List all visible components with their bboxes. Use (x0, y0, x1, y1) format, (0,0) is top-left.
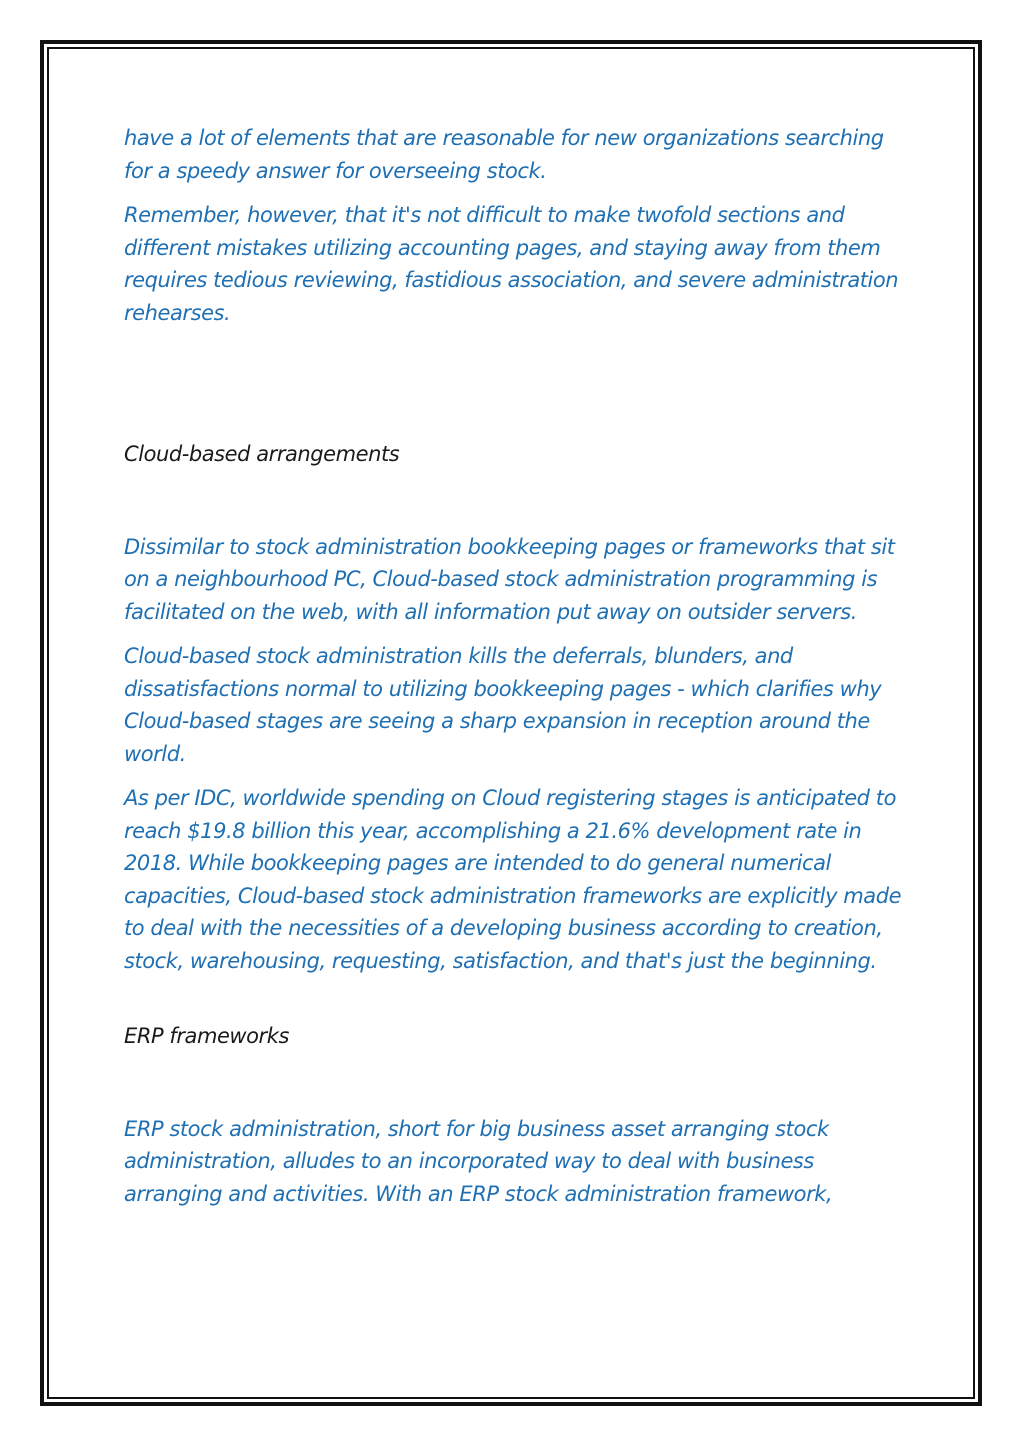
section-heading: ERP frameworks (124, 1024, 289, 1048)
paragraph: As per IDC, worldwide spending on Cloud registering stages is anticipated to reach $19.8 billion this year, accomplishing a 21.6% development rate in 2018. While bookkeeping pages are intended to do general numerical capacities, Cloud-based stock administration frameworks are explicitly made to deal with the necessities of a developing business according to creation, stock, warehousing, requesting, satisfaction, and that's just the beginning. (124, 786, 902, 973)
section-heading: Cloud-based arrangements (124, 442, 400, 466)
paragraph: Remember, however, that it's not difficult to make twofold sections and different mistakes utilizing accounting pages, and staying away from them requires tedious reviewing, fastidious association, and severe administration rehearses. (124, 203, 899, 325)
paragraph: Dissimilar to stock administration bookkeeping pages or frameworks that sit on a neighbourhood PC, Cloud-based stock administration programming is facilitated on the web, with all information put away on outsider servers. (124, 534, 895, 624)
document-body (124, 122, 914, 1210)
paragraph: have a lot of elements that are reasonable for new organizations searching for a speedy answer for overseeing stock. (124, 126, 884, 183)
paragraph: Cloud-based stock administration kills the deferrals, blunders, and dissatisfactions normal to utilizing bookkeeping pages - which clarifies why Cloud-based stages are seeing a sharp expansion in reception around the world. (124, 644, 882, 766)
paragraph: ERP stock administration, short for big business asset arranging stock administration, alludes to an incorporated way to deal with business arranging and activities. With an ERP stock administration framework, (124, 1116, 833, 1206)
